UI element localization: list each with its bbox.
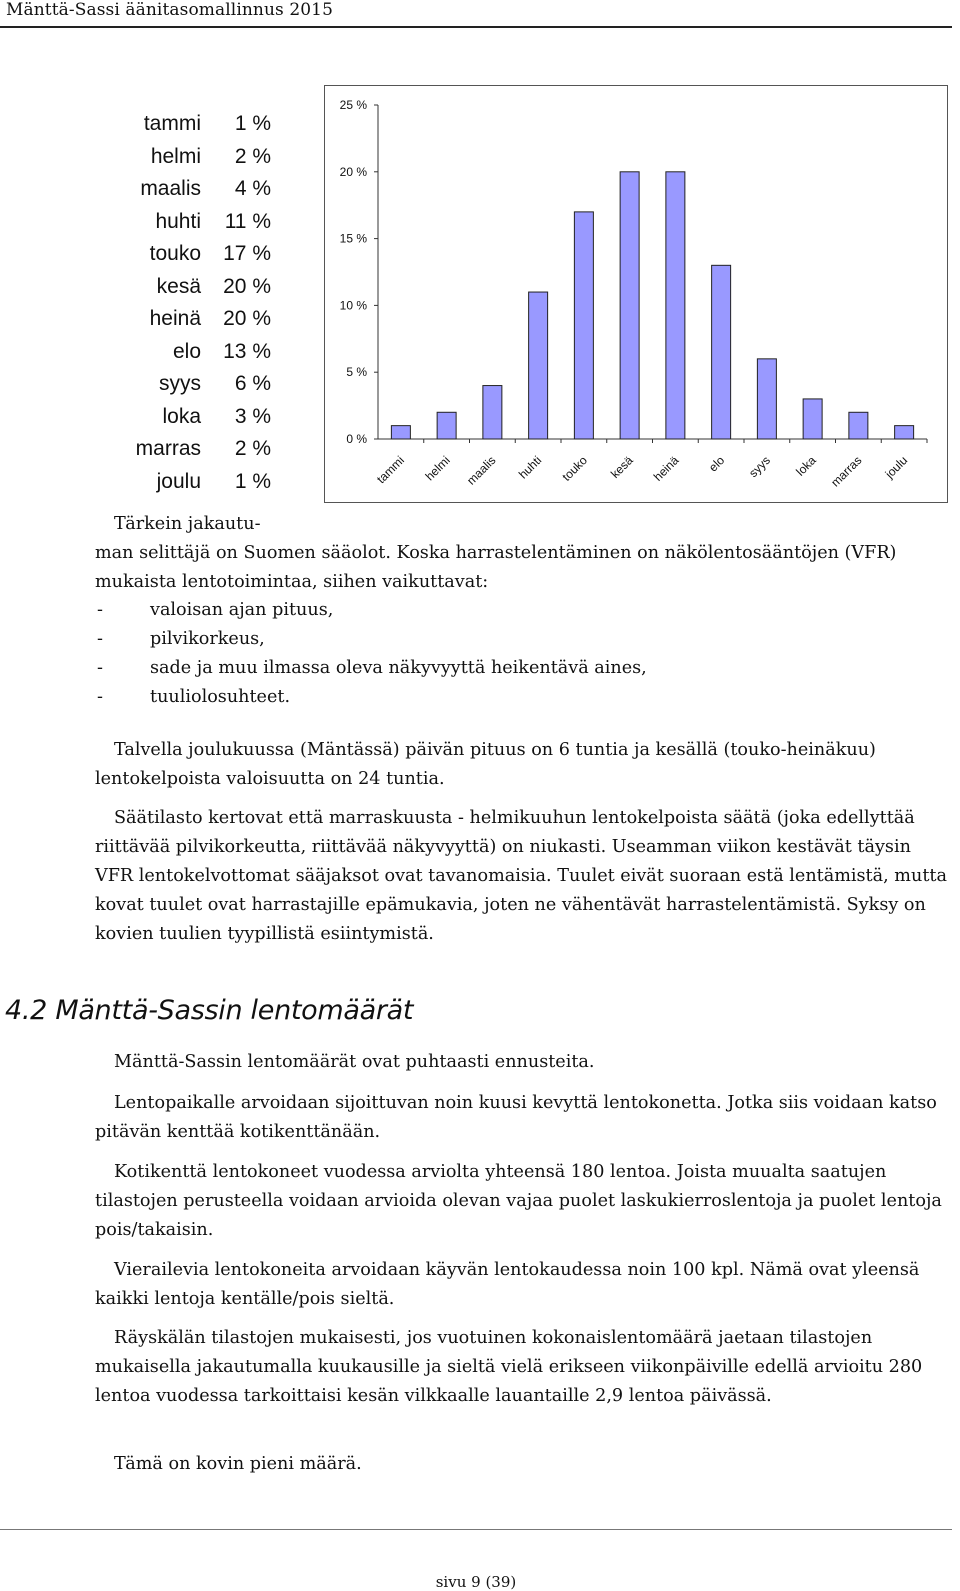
lead-line-1: Tärkein jakautu- (114, 514, 261, 534)
x-tick-label: marras (828, 453, 865, 490)
bar-elo (712, 265, 731, 439)
x-tick-label: huhti (515, 453, 545, 482)
paragraph-daylight: Talvella joulukuussa (Mäntässä) päivän pituus on 6 tuntia ja kesällä (touko-heinäkuu) lentokelpoista valoisuutta on 24 tuntia. (95, 740, 876, 789)
paragraph-visitors: Vierailevia lentokoneita arvoidaan käyvän lentokaudessa noin 100 kpl. Nämä ovat yleensä kaikki lentoja kentälle/pois sieltä. (95, 1260, 920, 1309)
month-name: joulu (156, 469, 201, 493)
month-value: 11 % (224, 209, 271, 233)
month-value: 17 % (223, 242, 271, 266)
month-value: 2 % (234, 437, 271, 461)
header-rule (0, 26, 952, 28)
list-item (95, 654, 647, 683)
month-name: marras (135, 437, 201, 461)
month-name: maalis (140, 177, 201, 201)
month-value: 4 % (234, 177, 271, 201)
y-tick-label: 15 % (339, 231, 367, 246)
month-name: helmi (150, 144, 201, 168)
month-row (100, 336, 280, 369)
month-name: tammi (143, 112, 201, 136)
bar-kesä (620, 172, 639, 439)
x-tick-label: syys (746, 453, 773, 481)
bar-syys (757, 359, 776, 439)
y-tick-label: 25 % (339, 98, 367, 112)
x-tick-label: joulu (882, 453, 911, 482)
page-number: sivu 9 (39) (435, 1573, 517, 1591)
list-item-text: pilvikorkeus, (150, 629, 265, 649)
month-row (100, 238, 280, 271)
bullet-dash: - (97, 687, 103, 707)
list-item (95, 596, 647, 625)
bar-heinä (666, 172, 685, 439)
list-item (95, 625, 647, 654)
month-name: heinä (149, 307, 201, 331)
month-row (100, 206, 280, 239)
x-tick-label: heinä (650, 453, 682, 484)
month-name: kesä (156, 274, 201, 298)
paragraph-conclusion: Tämä on kovin pieni määrä. (114, 1454, 362, 1474)
month-row (100, 271, 280, 304)
list-item-text: tuuliolosuhteet. (150, 687, 291, 707)
bar-huhti (529, 292, 548, 439)
x-tick-label: kesä (607, 453, 636, 482)
month-name: touko (149, 242, 201, 266)
y-tick-label: 20 % (339, 164, 367, 179)
month-value: 6 % (234, 372, 271, 396)
y-tick-label: 5 % (346, 365, 367, 380)
x-tick-label: touko (559, 453, 590, 484)
month-row (100, 141, 280, 174)
paragraph-raysklala: Räyskälän tilastojen mukaisesti, jos vuotuinen kokonaislentomäärä jaetaan tilastojen mukaisella jakautumalla kuukausille ja sieltä vielä erikseen viikonpäiville edellä arvioitu 280 lentoa vuodessa tarkoittaisi kesän vilkkaalle lauantaille 2,9 lentoa päivässä. (95, 1328, 923, 1406)
bar-loka (803, 399, 822, 439)
monthly-distribution-table (100, 108, 280, 498)
month-row (100, 466, 280, 499)
month-value: 1 % (234, 469, 271, 493)
bar-maalis (483, 386, 502, 439)
month-row (100, 368, 280, 401)
x-tick-label: helmi (422, 453, 453, 484)
month-row (100, 433, 280, 466)
page-header-title: Mänttä-Sassi äänitasomallinnus 2015 (6, 0, 333, 20)
bullet-dash: - (97, 629, 103, 649)
month-row (100, 401, 280, 434)
paragraph-aircraft: Lentopaikalle arvoidaan sijoittuvan noin kuusi kevyttä lentokonetta. Jotka siis voidaan katso pitävän kenttää kotikenttänään. (95, 1093, 937, 1142)
month-row (100, 303, 280, 336)
y-tick-label: 0 % (346, 432, 367, 446)
list-item-text: valoisan ajan pituus, (150, 600, 334, 620)
chart-svg (325, 86, 947, 502)
month-name: loka (162, 404, 201, 428)
factor-list (95, 596, 647, 712)
section-heading: 4.2 Mänttä-Sassin lentomäärät (5, 995, 414, 1026)
bullet-dash: - (97, 658, 103, 678)
x-tick-label: elo (706, 453, 728, 475)
month-value: 13 % (223, 339, 271, 363)
month-row (100, 108, 280, 141)
month-value: 3 % (234, 404, 271, 428)
month-row (100, 173, 280, 206)
list-item (95, 683, 647, 712)
bar-marras (849, 412, 868, 439)
paragraph-weather-stats: Säätilasto kertovat että marraskuusta - helmikuuhun lentokelpoista säätä (joka edellyttää riittävää pilvikorkeutta, riittävää näkyvyyttä) on niukasti. Useamman viikon kestävät täysin VFR lentokelvottomat sääjaksot ovat tavanomaisia. Tuulet eivät suoraan estä lentämistä, mutta kovat tuulet ovat harrastajille epämukavia, joten ne vähentävät harrastelentämistä. Syksy on kovien tuulien tyypillistä esiintymistä. (95, 808, 947, 944)
month-value: 20 % (223, 274, 271, 298)
paragraph-home-flights: Kotikenttä lentokoneet vuodessa arviolta yhteensä 180 lentoa. Joista muualta saatujen tilastojen perusteella voidaan arvioida olevan vajaa puolet laskukierroslentoja ja puolet lentoja pois/takaisin. (95, 1162, 942, 1240)
month-value: 1 % (234, 112, 271, 136)
x-tick-label: maalis (464, 453, 499, 488)
month-name: syys (159, 372, 201, 396)
bullet-dash: - (97, 600, 103, 620)
lead-line-2: man selittäjä on Suomen sääolot. Koska harrastelentäminen on näkölentosääntöjen (VFR) mukaista lentotoimintaa, siihen vaikuttavat: (95, 543, 897, 592)
month-value: 2 % (234, 144, 271, 168)
month-name: elo (172, 339, 201, 363)
month-value: 20 % (223, 307, 271, 331)
list-item-text: sade ja muu ilmassa oleva näkyvyyttä heikentävä aines, (150, 658, 647, 678)
monthly-bar-chart (324, 85, 948, 503)
bar-touko (574, 212, 593, 439)
bar-joulu (895, 426, 914, 439)
footer-rule (0, 1529, 952, 1530)
y-tick-label: 10 % (339, 298, 367, 313)
x-tick-label: loka (793, 453, 819, 479)
bar-tammi (391, 426, 410, 439)
bar-helmi (437, 412, 456, 439)
x-tick-label: tammi (373, 453, 407, 487)
paragraph-forecast: Mänttä-Sassin lentomäärät ovat puhtaasti ennusteita. (114, 1052, 595, 1072)
month-name: huhti (155, 209, 201, 233)
